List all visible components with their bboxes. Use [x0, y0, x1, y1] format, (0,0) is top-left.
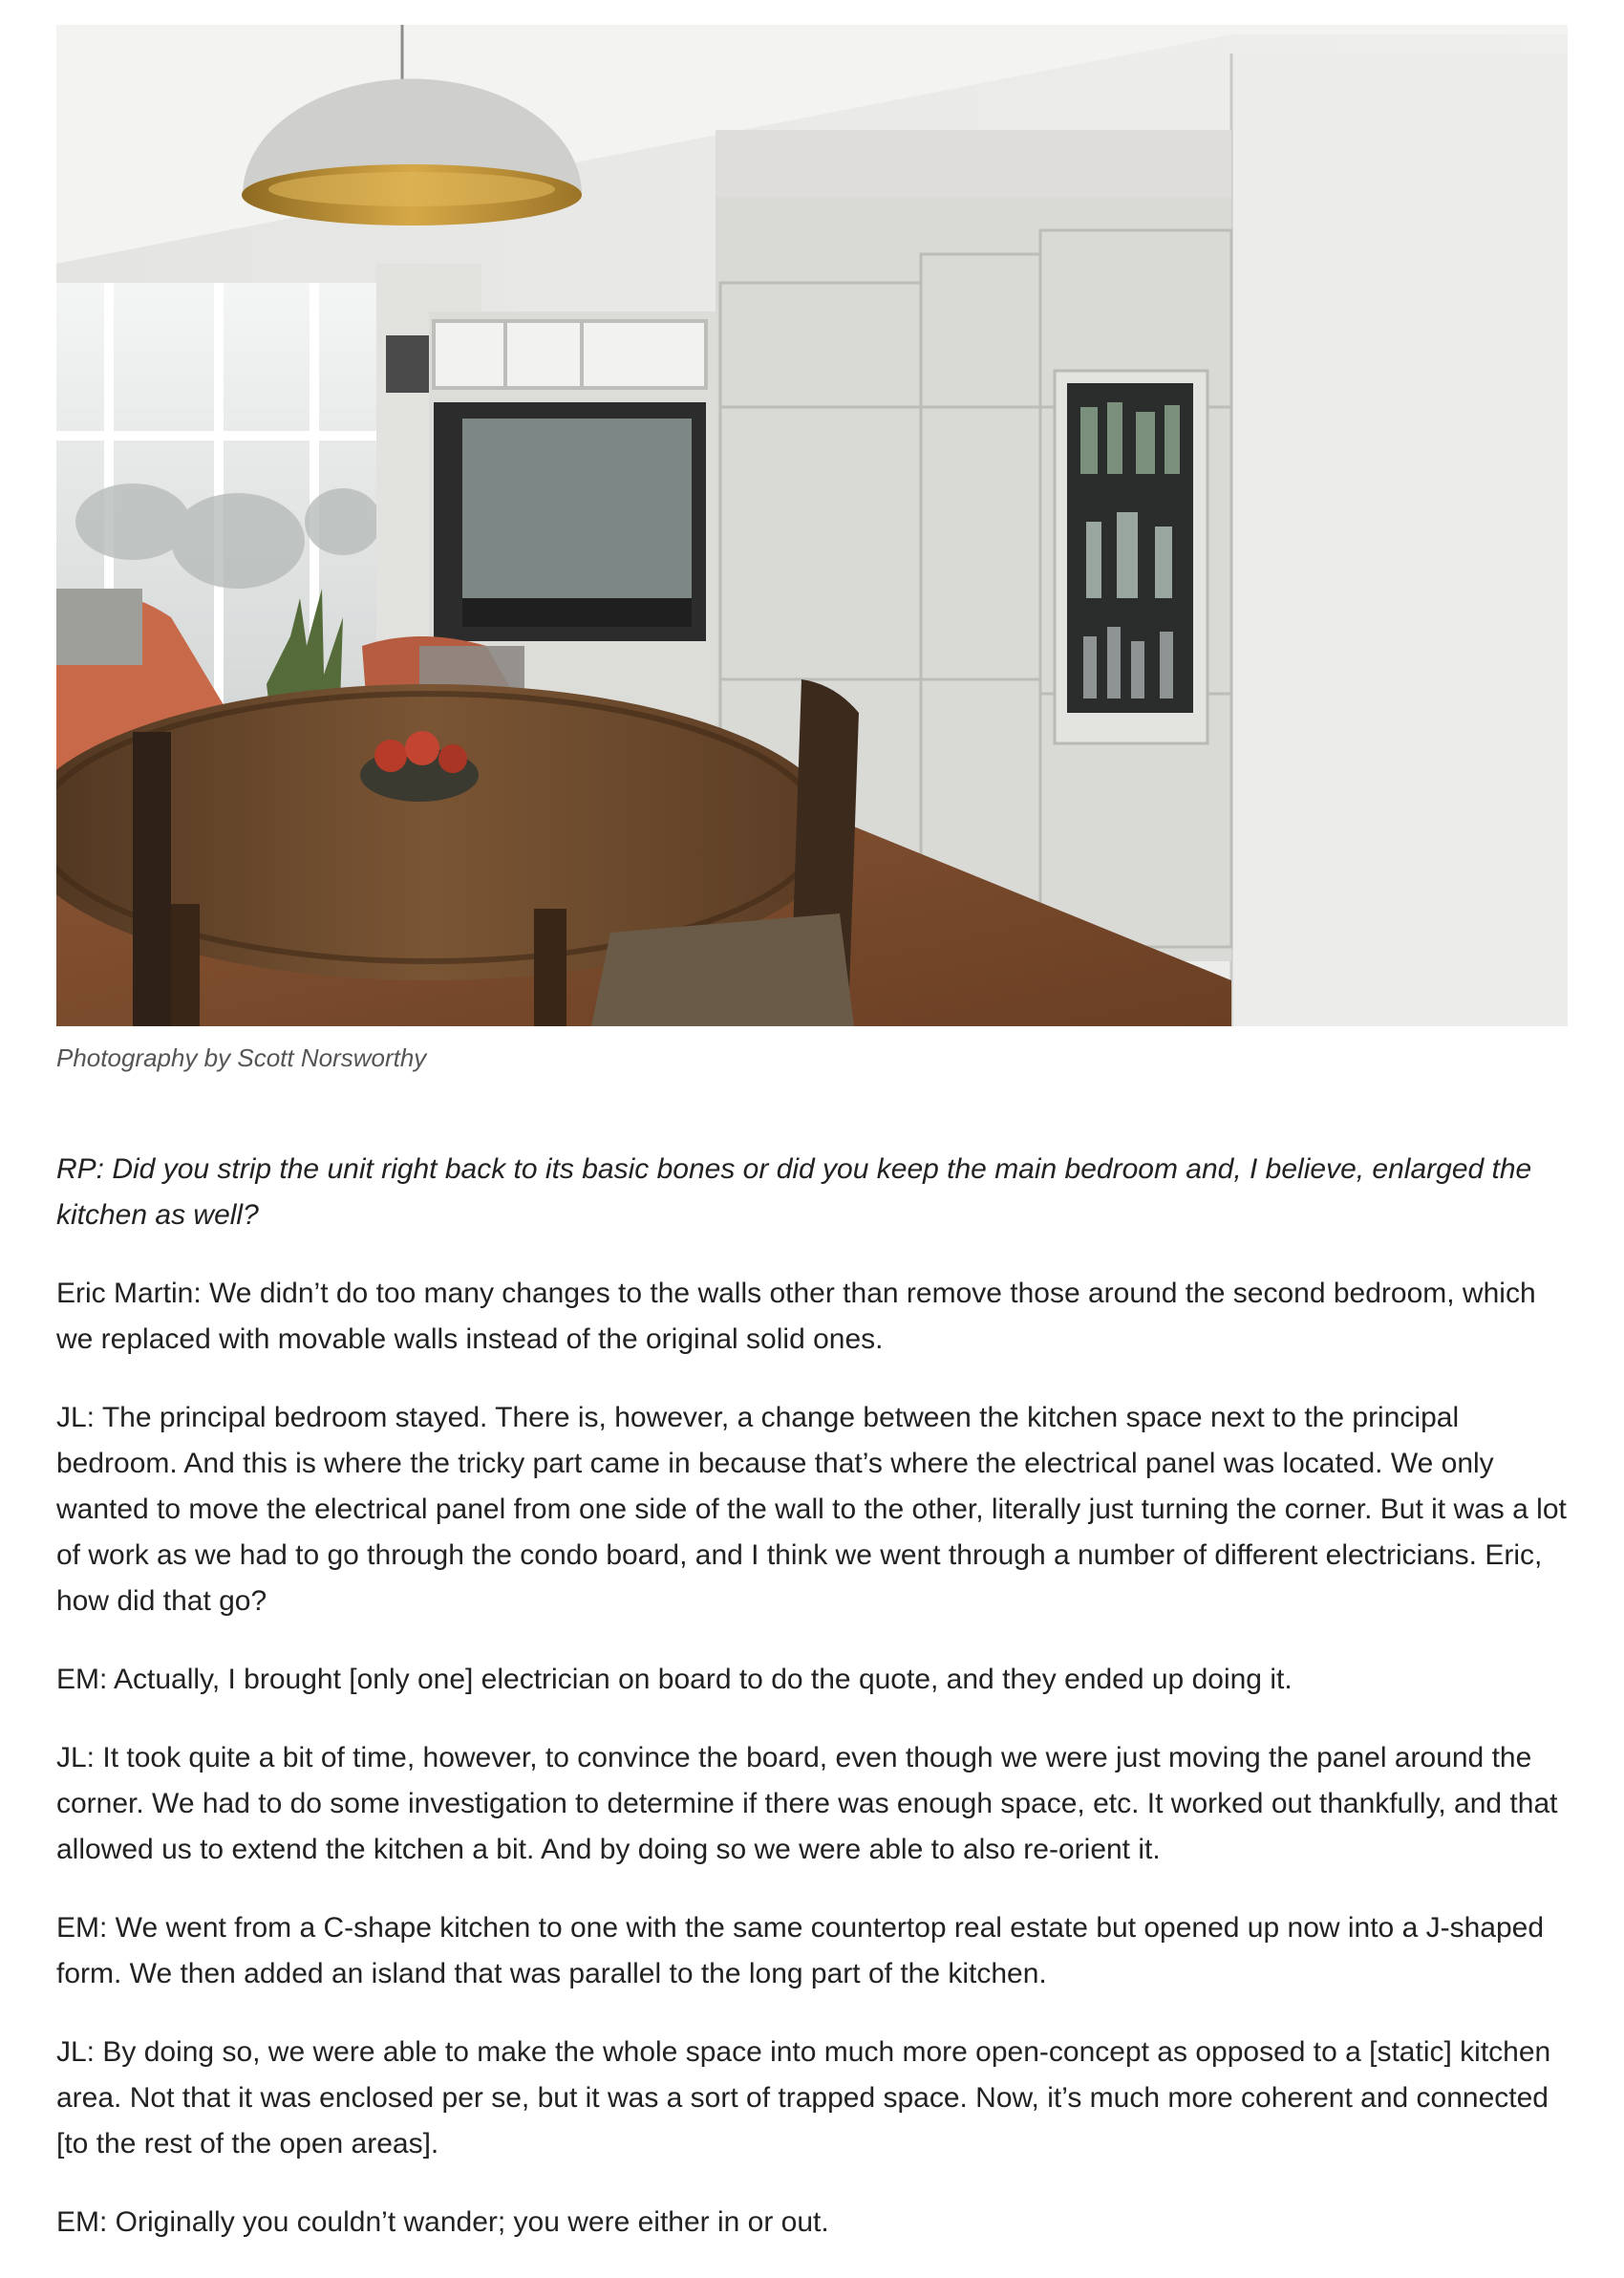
interior-photo: [56, 25, 1568, 1026]
interview-paragraph: JL: The principal bedroom stayed. There is, however, a change between the kitchen space next to the principal bedroom. And this is where the tricky part came in because that’s where the electrical panel was located. We only wanted to move the electrical panel from one side of the wall to the other, literally just turning the corner. But it was a lot of work as we had to go through the condo board, and I think we went through a number of different electricians. Eric, how did that go?: [56, 1402, 1567, 1617]
interview-paragraph: EM: Originally you couldn’t wander; you were either in or out.: [56, 2206, 829, 2238]
interview-question: RP: Did you strip the unit right back to its basic bones or did you keep the main bedroom and, I believe, enlarged the kitchen as well?: [56, 1153, 1532, 1231]
interview-paragraph: JL: By doing so, we were able to make the whole space into much more open-concept as opposed to a [static] kitchen area. Not that it was enclosed per se, but it was a sort of trapped space. Now, it’s much more coherent and connected [to the rest of the open areas].: [56, 2036, 1551, 2160]
interview-paragraph: EM: We went from a C-shape kitchen to one with the same countertop real estate but opened up now into a J-shaped form. We then added an island that was parallel to the long part of the kitchen.: [56, 1912, 1545, 1989]
interview-paragraph: JL: It took quite a bit of time, however, to convince the board, even though we were just moving the panel around the corner. We had to do some investigation to determine if there was enough space, etc. It worked out thankfully, and that allowed us to extend the kitchen a bit. And by doing so we were able to also re-orient it.: [56, 1742, 1558, 1865]
interview-body: [56, 1147, 1568, 2246]
interview-paragraph: Eric Martin: We didn’t do too many changes to the walls other than remove those around the second bedroom, which we replaced with movable walls instead of the original solid ones.: [56, 1278, 1536, 1355]
interview-paragraph: EM: Actually, I brought [only one] electrician on board to do the quote, and they ended up doing it.: [56, 1664, 1293, 1695]
article: [56, 25, 1568, 2278]
dining-room-illustration: [56, 25, 1568, 1026]
photo-caption: Photography by Scott Norsworthy: [56, 1043, 427, 1072]
